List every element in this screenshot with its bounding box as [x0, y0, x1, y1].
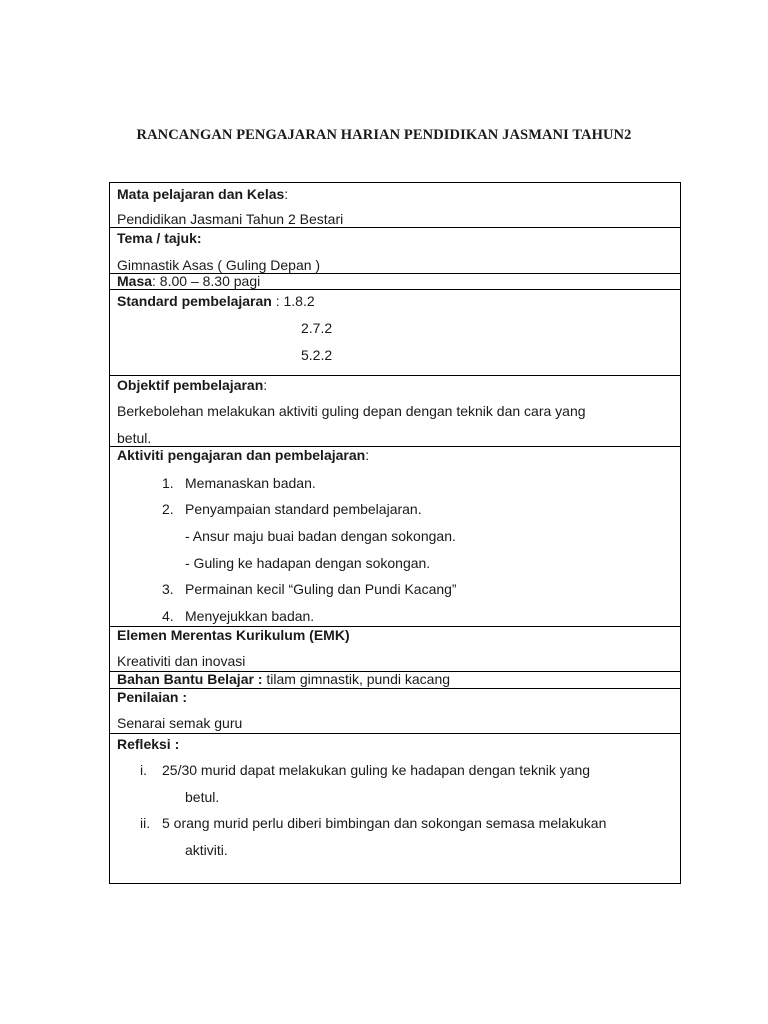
aktiviti-item-4-num: 4.: [162, 608, 174, 624]
aktiviti-item-1-num: 1.: [162, 475, 174, 491]
objektif-sep: :: [263, 377, 268, 393]
row-objektif: [110, 375, 680, 447]
mata-label: Mata pelajaran dan Kelas: [117, 186, 285, 202]
row-bahan: [110, 671, 680, 689]
tema-label: Tema / tajuk:: [117, 230, 202, 246]
aktiviti-item-3: Permainan kecil “Guling dan Pundi Kacang”: [185, 581, 457, 597]
aktiviti-sep: :: [365, 447, 370, 463]
standard-label: Standard pembelajaran: [117, 293, 272, 309]
aktiviti-sub-2: - Guling ke hadapan dengan sokongan.: [185, 555, 431, 571]
mata-value: Pendidikan Jasmani Tahun 2 Bestari: [117, 211, 344, 227]
standard-value-3: 5.2.2: [301, 347, 333, 363]
bahan-value: tilam gimnastik, pundi kacang: [266, 671, 451, 687]
aktiviti-item-3-num: 3.: [162, 581, 174, 597]
row-refleksi: [110, 733, 680, 883]
objektif-line-2: betul.: [117, 430, 152, 446]
masa-value: : 8.00 – 8.30 pagi: [152, 273, 261, 289]
row-emk: [110, 626, 680, 672]
refleksi-item-2-line-2: aktiviti.: [185, 842, 228, 858]
refleksi-item-1-line-1: 25/30 murid dapat melakukan guling ke hadapan dengan teknik yang: [162, 762, 591, 778]
masa-label: Masa: [117, 273, 153, 289]
penilaian-label: Penilaian :: [117, 689, 188, 705]
document-title: RANCANGAN PENGAJARAN HARIAN PENDIDIKAN JASMANI TAHUN2: [136, 127, 632, 143]
row-standard: [110, 289, 680, 376]
mata-sep: :: [284, 186, 289, 202]
row-penilaian: [110, 688, 680, 734]
refleksi-label: Refleksi :: [117, 736, 180, 752]
refleksi-item-1-line-2: betul.: [185, 789, 220, 805]
emk-value: Kreativiti dan inovasi: [117, 653, 246, 669]
bahan-label: Bahan Bantu Belajar :: [117, 671, 263, 687]
aktiviti-item-4: Menyejukkan badan.: [185, 608, 315, 624]
aktiviti-item-2-num: 2.: [162, 501, 174, 517]
emk-label: Elemen Merentas Kurikulum (EMK): [117, 627, 350, 643]
aktiviti-item-2: Penyampaian standard pembelajaran.: [185, 501, 422, 517]
row-masa: [110, 273, 680, 290]
standard-value-2: 2.7.2: [301, 320, 333, 336]
penilaian-value: Senarai semak guru: [117, 715, 243, 731]
row-mata-pelajaran: [110, 183, 680, 228]
refleksi-item-1-num: i.: [140, 762, 147, 778]
row-aktiviti: [110, 446, 680, 627]
row-tema: [110, 227, 680, 274]
tema-value: Gimnastik Asas ( Guling Depan ): [117, 257, 321, 273]
refleksi-item-2-num: ii.: [140, 815, 151, 831]
aktiviti-sub-1: - Ansur maju buai badan dengan sokongan.: [185, 528, 456, 544]
standard-value-1: : 1.8.2: [275, 293, 315, 309]
lesson-plan-table: [109, 182, 681, 884]
aktiviti-item-1: Memanaskan badan.: [185, 475, 316, 491]
objektif-line-1: Berkebolehan melakukan aktiviti guling depan dengan teknik dan cara yang: [117, 403, 586, 419]
refleksi-item-2-line-1: 5 orang murid perlu diberi bimbingan dan sokongan semasa melakukan: [162, 815, 607, 831]
objektif-label: Objektif pembelajaran: [117, 377, 264, 393]
aktiviti-label: Aktiviti pengajaran dan pembelajaran: [117, 447, 366, 463]
